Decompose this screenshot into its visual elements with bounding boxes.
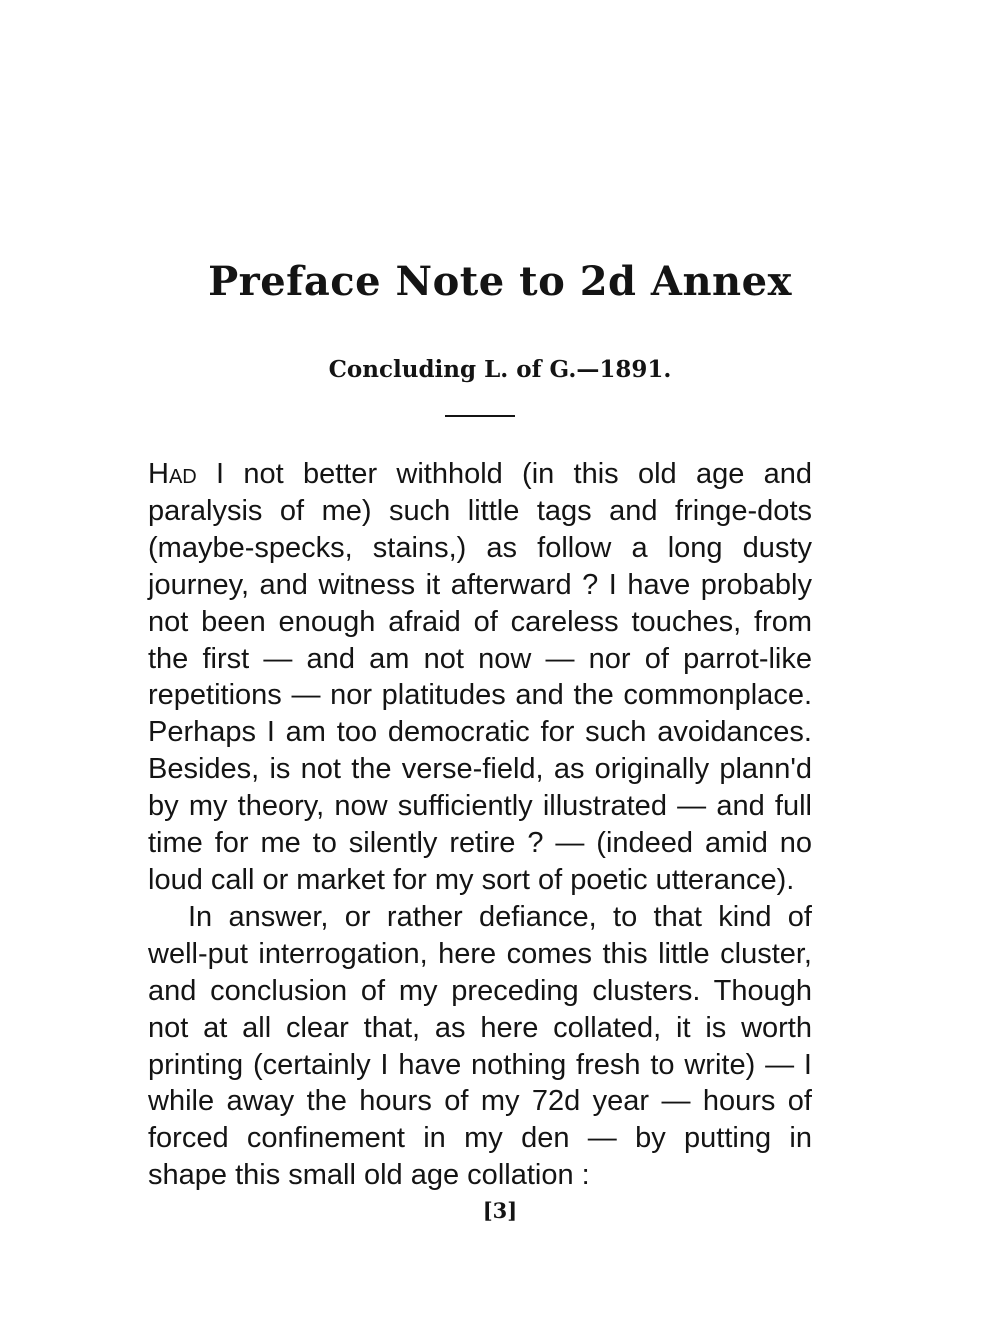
- paragraph-2: In answer, or rather defiance, to that kind of well-put interrogation, here comes this little cluster, and conclusion of my preceding clusters. Though not at all clear that, as here collated, it is worth printing (certainly I have nothing fresh to write) — I while away the hours of my 72d year — hours of forced confinement in my den — by putting in shape this small old age collation :: [148, 900, 812, 1192]
- page-number: [3]: [482, 1198, 518, 1223]
- page-subtitle: Concluding L. of G.—1891.: [328, 356, 672, 383]
- body-text: [148, 456, 812, 1194]
- paragraph-1: [148, 456, 812, 899]
- page-title: Preface Note to 2d Annex: [208, 258, 792, 305]
- paragraph-1-text: I not better withhold (in this old age and paralysis of me) such little tags and fringe-dots (maybe-specks, stains,) as follow a long dusty journey, and witness it afterward ? I have probably not been enough afraid of careless touches, from the first — and am not now — nor of parrot-like repetitions — nor platitudes and the commonplace. Perhaps I am too democratic for such avoidances. Besides, is not the verse-field, as originally plann'd by my theory, now sufficiently illustrated — and full time for me to silently retire ? — (indeed amid no loud call or market for my sort of poetic utterance).: [148, 458, 812, 896]
- title-rule: [445, 415, 515, 417]
- paragraph-1-lead-word: Had: [148, 458, 197, 490]
